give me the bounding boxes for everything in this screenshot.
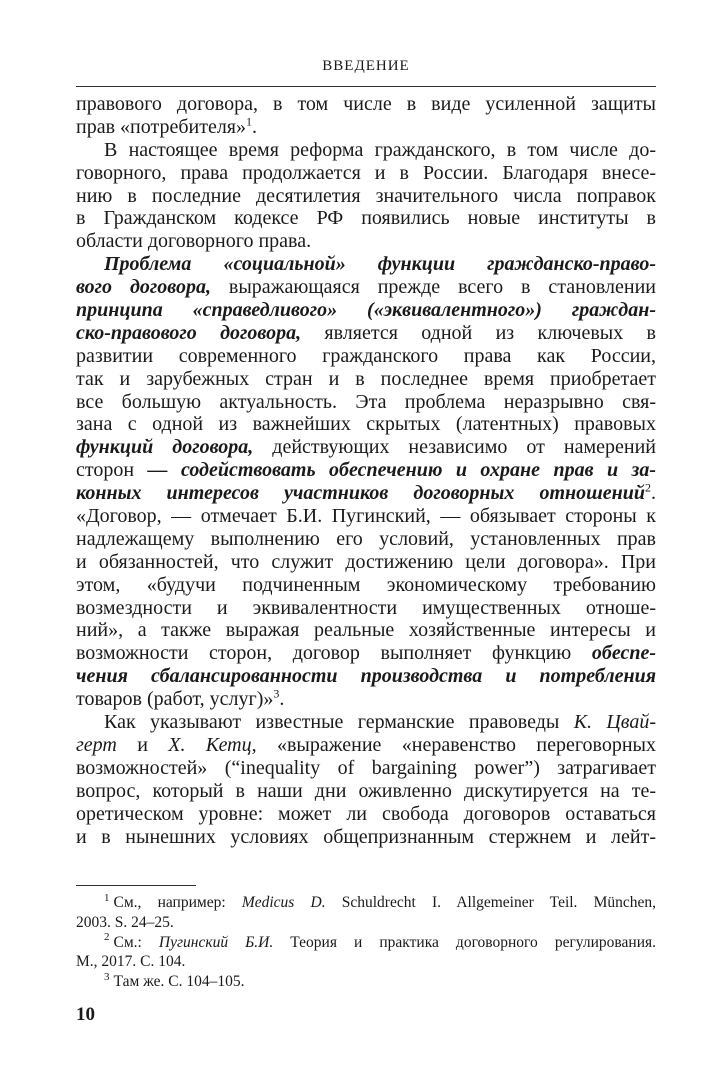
footnotes — [76, 893, 656, 992]
header-divider — [76, 86, 656, 87]
text-line: надлежащему выполнению его условий, установленных прав — [76, 527, 656, 550]
text-line: герт и Х. Кетц, «выражение «неравенство переговорных — [76, 733, 656, 756]
text-line: возможностей» (“inequality of bargaining power”) затрагивает — [76, 756, 656, 779]
text-line: развитии современного гражданского права как России, — [76, 344, 656, 367]
text-line: этом, «будучи подчиненным экономическому требованию — [76, 573, 656, 596]
text-line: правового договора, в том числе в виде усиленной защиты — [76, 93, 656, 115]
text-line: товаров (работ, услуг)»$^3$. — [76, 686, 285, 711]
text-line: Как указывают известные германские правоведы К. Цвай- — [104, 711, 656, 734]
text-line: возможности сторон, договор выполняет функцию обеспе- — [76, 642, 656, 665]
text-line: ско-правового договора, является одной из ключевых в — [76, 321, 656, 344]
text-line: области договорного права. — [76, 230, 312, 253]
text-line: функций договора, действующих независимо от намерений — [76, 436, 656, 459]
page-number: 10 — [76, 1004, 95, 1025]
text-line: говорного, права продолжается и в России. Благодаря внесе- — [76, 161, 656, 184]
text-line: нию в последние десятилетия значительного числа поправок — [76, 184, 656, 207]
page-body — [76, 93, 656, 848]
text-line: В настоящее время реформа гражданского, в том числе до- — [104, 138, 656, 161]
text-line: «Договор, — отмечает Б.И. Пугинский, — обязывает стороны к — [76, 505, 656, 528]
footnote-1: $^1$ См., например: Medicus D. Schuldrecht I. Allgemeiner Teil. München, — [104, 891, 657, 911]
footnote-2: $^2$ См.: Пугинский Б.И. Теория и практика договорного регулирования. — [104, 931, 656, 951]
text-line: все большую актуальность. Эта проблема неразрывно свя- — [76, 390, 656, 413]
text-line: конных интересов участников договорных отношений$^2$. — [76, 480, 656, 505]
text-line: прав «потребителя»$^1$. — [76, 114, 257, 138]
running-header: ВВЕДЕНИЕ — [322, 58, 410, 74]
footnote-2-cont: М., 2017. С. 104. — [76, 953, 186, 971]
text-line: вого договора, выражающаяся прежде всего в становлении — [76, 276, 656, 299]
text-line: чения сбалансированности производства и потребления — [76, 665, 656, 688]
footnote-ref: 3 — [273, 686, 280, 701]
text-line: вопрос, который в наши дни оживленно дискутируется на те- — [76, 779, 656, 802]
text-line: оретическом уровне: может ли свобода договоров оставаться — [76, 802, 656, 825]
text-line: в Гражданском кодексе РФ появились новые институты в — [76, 207, 656, 230]
text-line: Проблема «социальной» функции гражданско-право- — [104, 253, 656, 276]
text-line: так и зарубежных стран и в последнее время приобретает — [76, 367, 656, 390]
text-line: и в нынешних условиях общепризнанным стержнем и лейт- — [76, 825, 656, 848]
text-line: зана с одной из важнейших скрытых (латентных) правовых — [76, 413, 656, 436]
text-line: возмездности и эквивалентности имущественных отноше- — [76, 596, 656, 619]
footnote-ref: 1 — [246, 114, 252, 129]
text-line: принципа «справедливого» («эквивалентного») граждан- — [76, 299, 656, 322]
footnote-1-cont: 2003. S. 24–25. — [76, 913, 174, 931]
footnote-divider — [76, 885, 196, 886]
footnote-ref: 2 — [645, 480, 651, 495]
text-line: и обязанностей, что служит достижению цели договора». При — [76, 550, 656, 573]
text-line: ний», а также выражая реальные хозяйственные интересы и — [76, 619, 656, 642]
text-line: сторон — содействовать обеспечению и охране прав и за- — [76, 459, 656, 482]
footnote-3: $^3$ Там же. С. 104–105. — [104, 971, 245, 991]
